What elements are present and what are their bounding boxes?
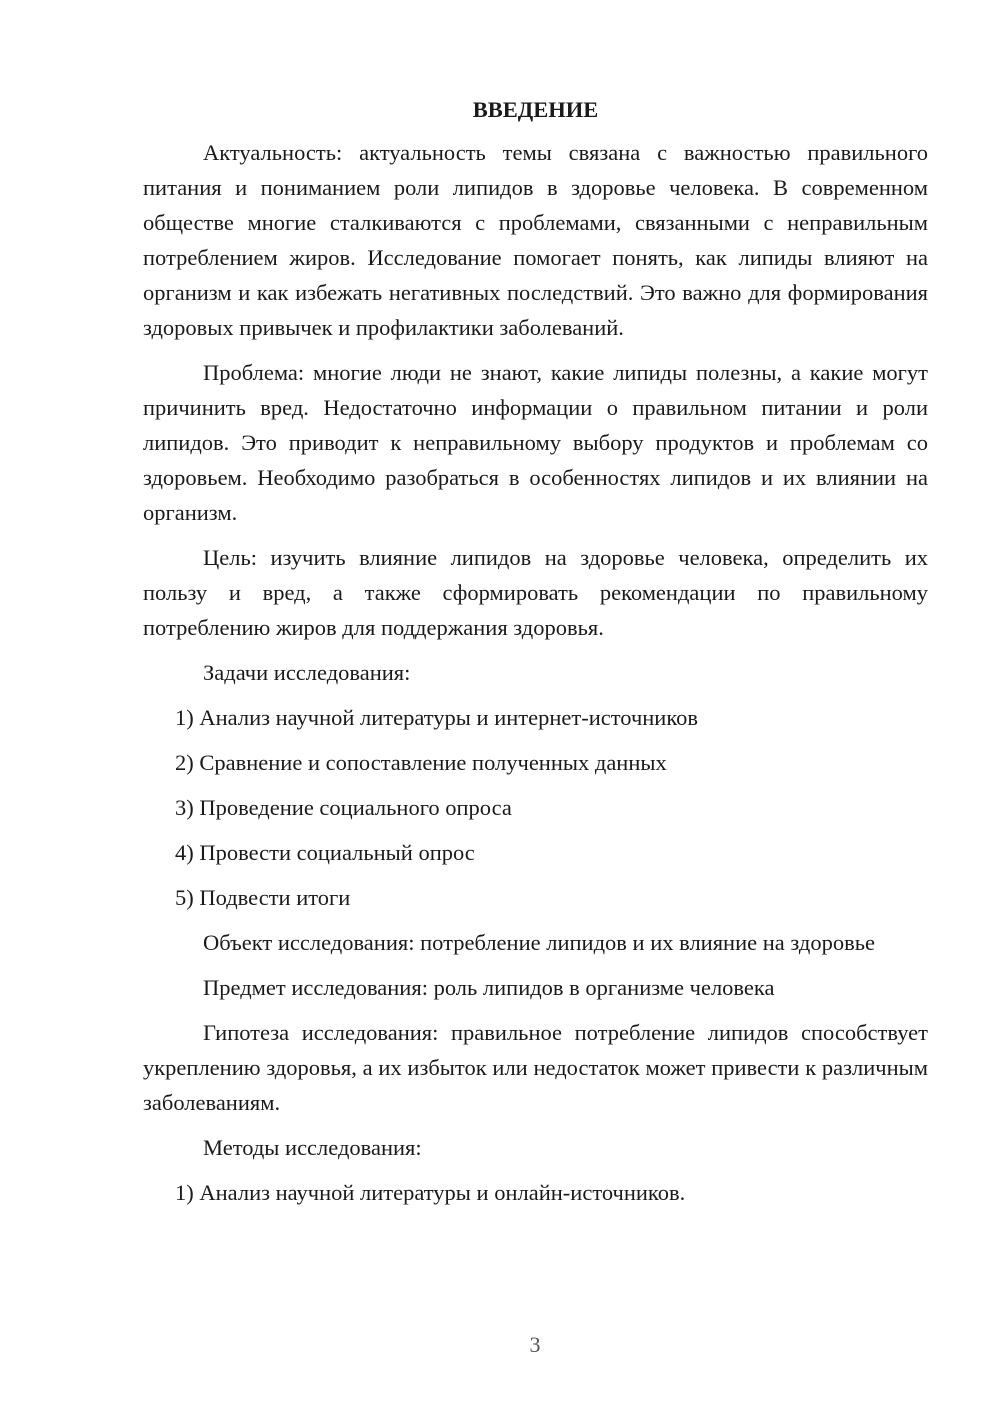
paragraph-object: Объект исследования: потребление липидов и их влияние на здоровье — [203, 930, 875, 955]
paragraph-hypothesis: Гипотеза исследования: правильное потребление липидов способствует укреплению здоровья, а их избыток или недостаток может привести к различным заболеваниям. — [143, 1020, 928, 1115]
list-item: 2) Сравнение и сопоставление полученных данных — [175, 750, 667, 775]
paragraph-subject: Предмет исследования: роль липидов в организме человека — [203, 975, 775, 1000]
tasks-heading: Задачи исследования: — [203, 660, 411, 685]
list-item: 3) Проведение социального опроса — [175, 795, 512, 820]
paragraph-problem: Проблема: многие люди не знают, какие липиды полезны, а какие могут причинить вред. Недостаточно информации о правильном питании и роли липидов. Это приводит к неправильному выбору продуктов и проблемам со здоровьем. Необходимо разобраться в особенностях липидов и их влиянии на организм. — [143, 360, 928, 525]
paragraph-relevance: Актуальность: актуальность темы связана с важностью правильного питания и пониманием роли липидов в здоровье человека. В современном обществе многие сталкиваются с проблемами, связанными с неправильным потреблением жиров. Исследование помогает понять, как липиды влияют на организм и как избежать негативных последствий. Это важно для формирования здоровых привычек и профилактики заболеваний. — [143, 140, 928, 340]
page-number: 3 — [529, 1332, 541, 1357]
methods-list — [143, 1175, 928, 1210]
list-item: 5) Подвести итоги — [175, 885, 351, 910]
methods-heading: Методы исследования: — [203, 1135, 422, 1160]
list-item: 4) Провести социальный опрос — [175, 840, 475, 865]
tasks-list — [143, 700, 928, 915]
document-title: ВВЕДЕНИЕ — [472, 97, 599, 122]
document-page — [143, 92, 928, 1220]
list-item: 1) Анализ научной литературы и онлайн-источников. — [175, 1180, 686, 1205]
paragraph-goal: Цель: изучить влияние липидов на здоровье человека, определить их пользу и вред, а также сформировать рекомендации по правильному потреблению жиров для поддержания здоровья. — [143, 545, 928, 640]
list-item: 1) Анализ научной литературы и интернет-источников — [175, 705, 699, 730]
